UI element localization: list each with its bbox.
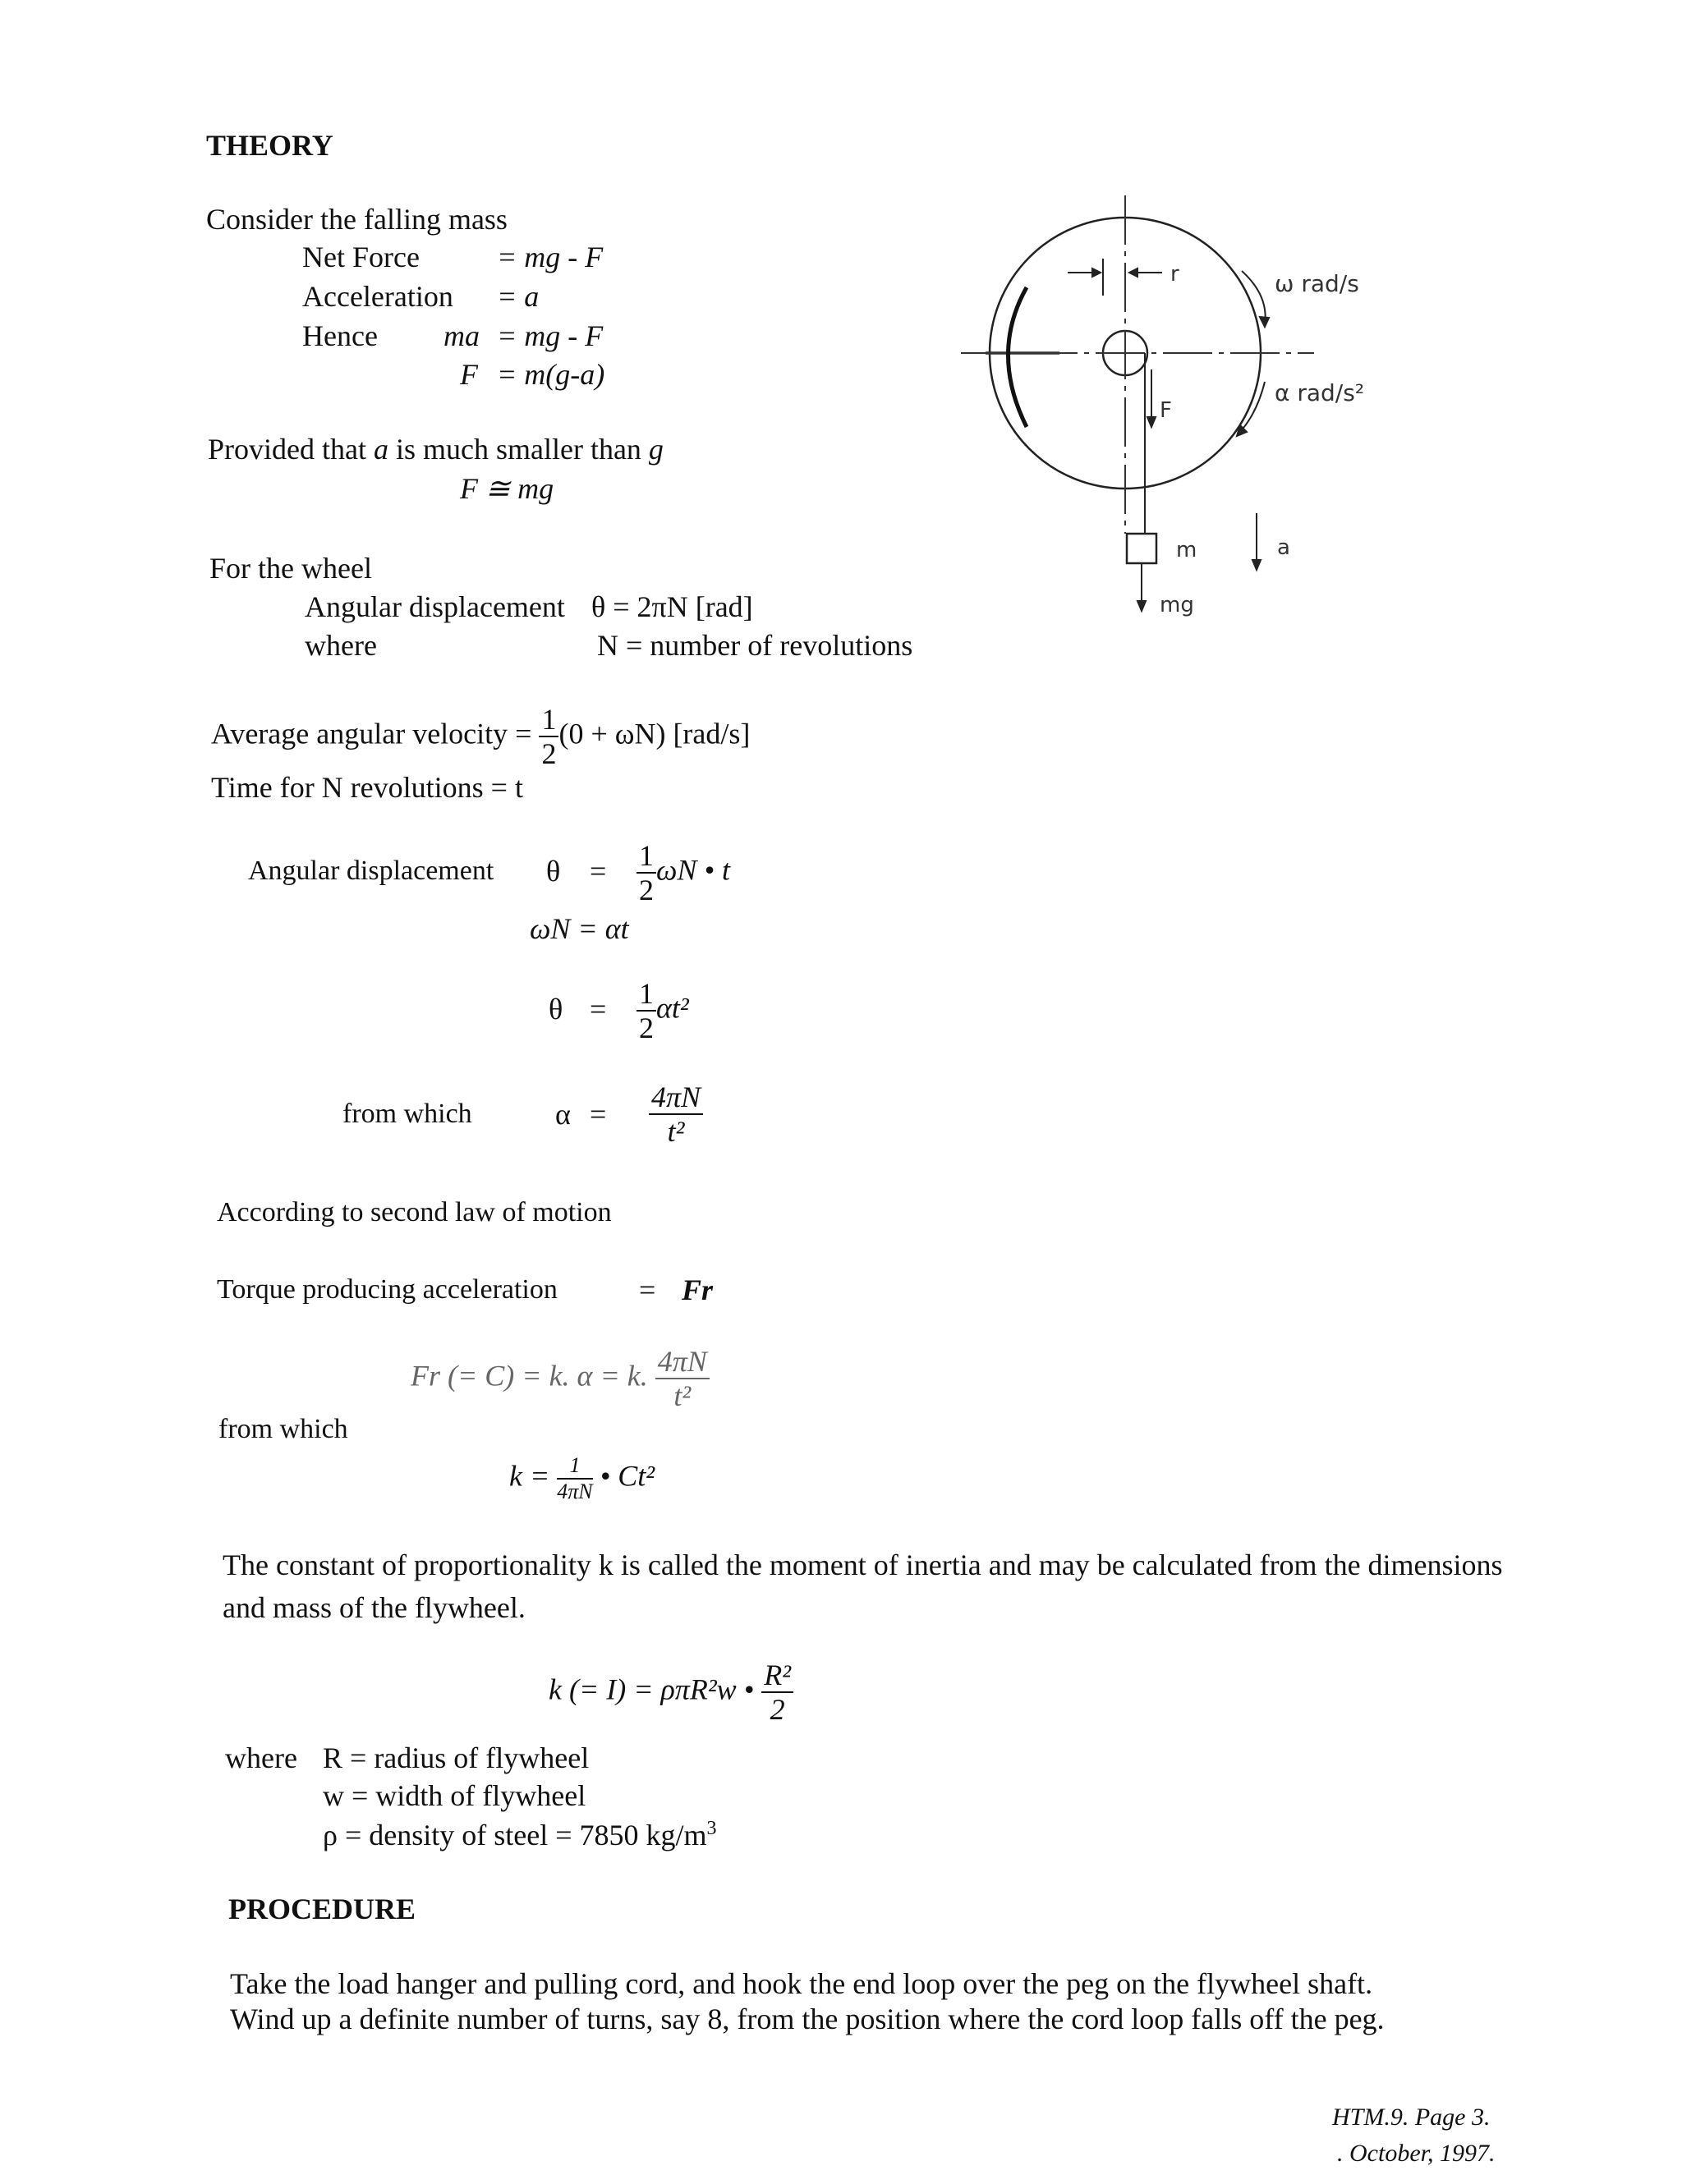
density-definition: ρ = density of steel = 7850 $kg/m^3$ [323,1818,717,1851]
deriv-equals-2: = [590,993,607,1025]
inertia-where-label: where [225,1741,297,1774]
alpha-arrow [1237,382,1265,436]
acceleration-label: Acceleration [302,280,453,313]
label-f: F [1160,398,1172,423]
footer-reference: HTM.9. Page 3. [1332,2104,1491,2131]
label-omega: ω rad/s [1275,270,1359,297]
avg-velocity-expression: (0 + ωN) [rad/s] [558,717,751,750]
torque-label: Torque producing acceleration [217,1274,558,1305]
avg-velocity-line [211,704,750,769]
acceleration-equation: = a [497,280,540,313]
inertia-paragraph: The constant of proportionality k is called the moment of inertia and may be calculated from the dimensions and mass of the flywheel. [223,1549,1503,1625]
wheel-ang-disp-label: Angular displacement [305,590,565,623]
deriv-omega-line: ωN = αt [530,912,629,945]
deriv-equals-3: = [590,1098,607,1131]
footer-date: . October, 1997. [1337,2140,1496,2167]
wheel-n-definition: N = number of revolutions [597,629,913,662]
net-force-label: Net Force [302,241,420,273]
label-a: a [1277,535,1290,560]
deriv-alpha: α [555,1098,571,1131]
theory-heading: THEORY [206,129,333,162]
force-equation: = m(g-a) [497,358,605,391]
inertia-equation: k (= I) = ρπR²w • $\frac{\text{R²}}{2}$ [549,1660,793,1724]
deriv-half-omega-t: $\frac{1}{2}$ ωN • t [636,841,730,905]
flywheel-diagram [944,181,1519,640]
approx-var-a: a [373,433,388,466]
approximation-sentence [208,434,664,466]
hence-lhs: ma [443,319,480,352]
k-equation: k = $\frac{1}{4\pi N}$ • Ct² [509,1453,655,1503]
label-alpha: α rad/s² [1275,379,1365,406]
approximation-result: F ≅ mg [460,472,554,505]
rotation-mark-arc [1009,287,1027,427]
wheel-ang-disp-equation: θ = 2πN [rad] [591,590,753,623]
deriv-from-which: from which [342,1099,472,1129]
radius-definition: R = radius of flywheel [323,1741,590,1774]
radius-arrows [1068,259,1162,296]
deriv-ang-disp-label: Angular displacement [248,856,494,886]
deriv-alpha-fraction: $\frac{4\pi N}{\text{t²}}$ [649,1082,703,1146]
deriv-theta-2: θ [549,993,563,1025]
force-lhs: F [460,358,478,391]
approx-text-after: is much smaller than [395,433,641,466]
falling-mass-intro: Consider the falling mass [206,203,508,236]
fr-equation: Fr (= C) = k. α = k. $\frac{4\pi N}{\text{t²}}$ [411,1347,710,1411]
approx-var-g: g [648,433,664,466]
label-m: m [1176,538,1197,562]
torque-from-which: from which [218,1414,348,1444]
approx-text-before: Provided that [208,433,366,466]
acceleration-arrow [1252,513,1261,570]
torque-value: Fr [682,1273,714,1306]
label-mg: mg [1160,593,1194,617]
deriv-half-alpha-t2: $\frac{1}{2}$ αt² [636,979,689,1043]
label-r: r [1170,262,1179,287]
hence-equation: = mg - F [497,319,604,352]
procedure-line-2: Wind up a definite number of turns, say 8, from the position where the cord loop falls off the peg. [230,2003,1385,2035]
width-definition: w = width of flywheel [323,1779,586,1812]
time-line: Time for N revolutions = t [211,771,523,804]
procedure-heading: PROCEDURE [228,1893,416,1925]
second-law-line: According to second law of motion [217,1197,612,1227]
net-force-equation: = mg - F [497,241,604,273]
weight-arrow [1137,563,1146,611]
deriv-equals: = [590,855,607,888]
wheel-where-label: where [305,629,377,662]
avg-velocity-label: Average angular velocity = [211,717,532,750]
half-fraction: $\frac{1}{2}$ [539,704,558,769]
cord-and-force [1145,353,1156,534]
torque-equals: = [639,1273,656,1306]
wheel-heading: For the wheel [209,552,372,585]
hanging-mass [1127,534,1156,563]
hence-label: Hence [302,319,378,352]
procedure-line-1: Take the load hanger and pulling cord, and hook the end loop over the peg on the flywheel shaft. [230,1967,1373,2000]
deriv-theta: θ [546,855,561,888]
